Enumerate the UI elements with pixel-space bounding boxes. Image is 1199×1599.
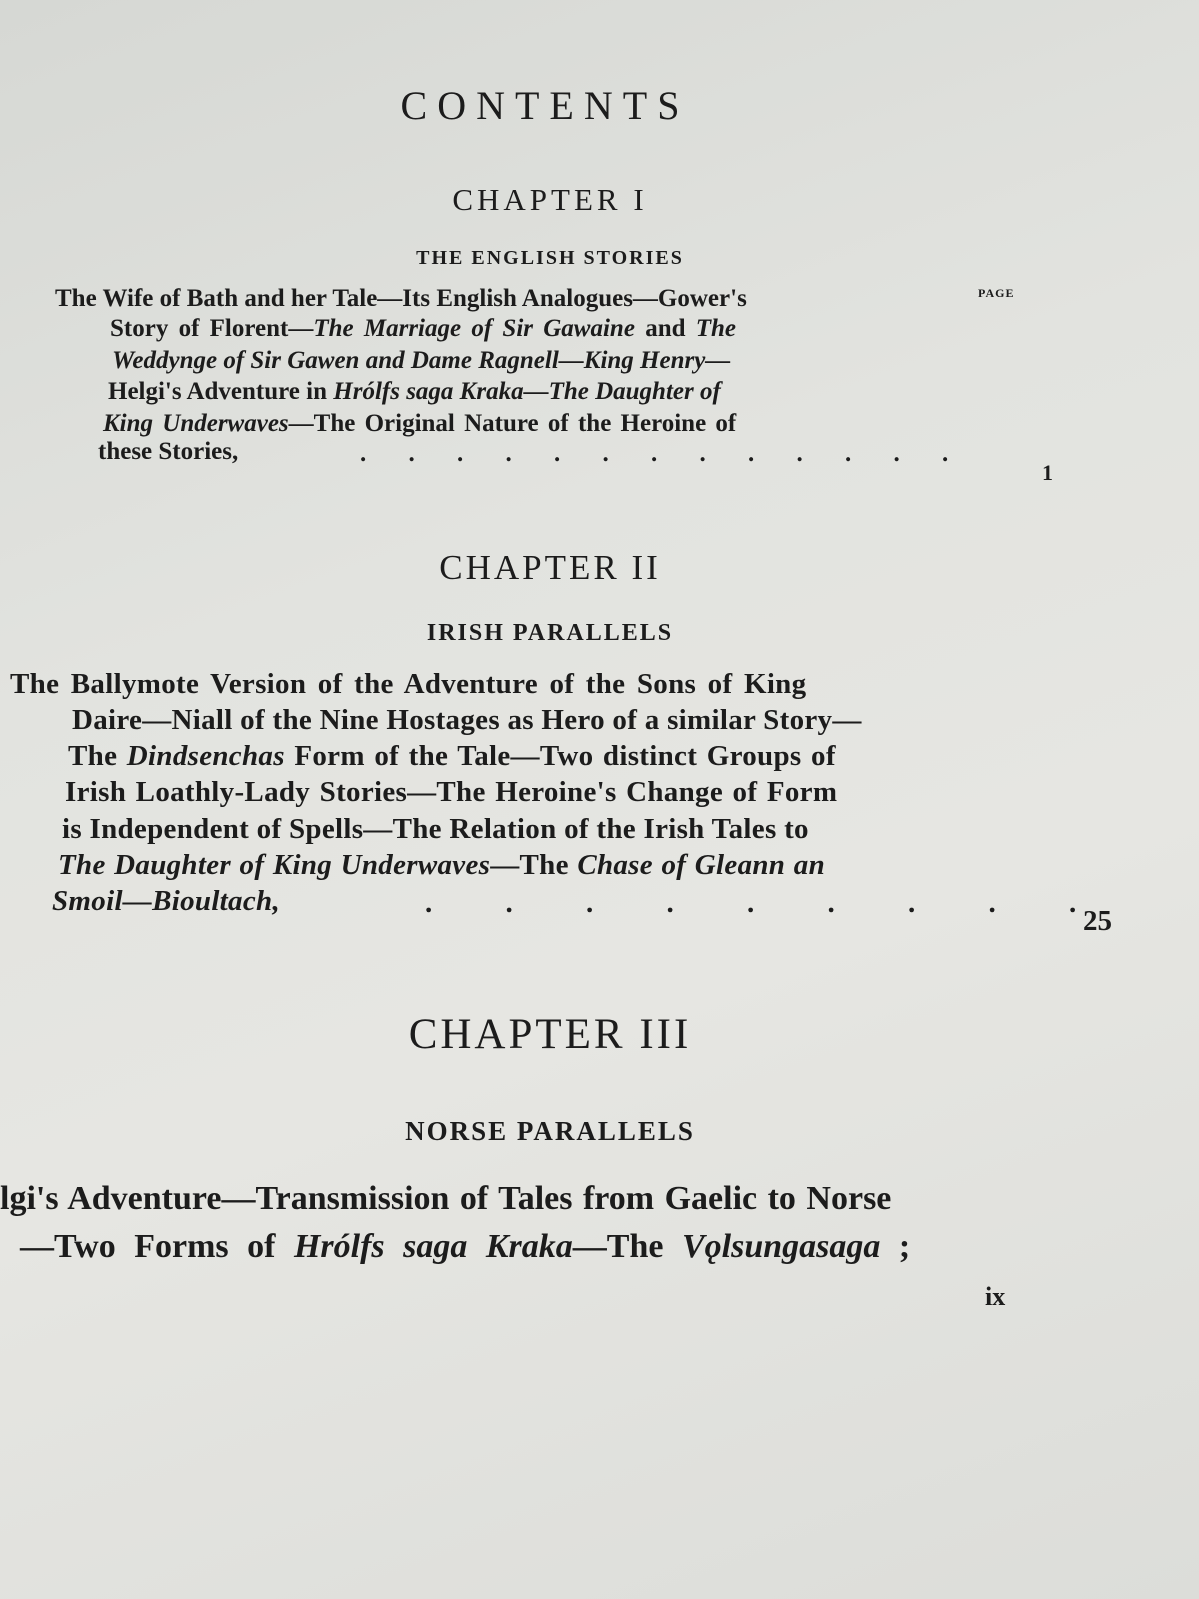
text-run: —The Original Nature of the Heroine of: [288, 410, 737, 437]
chapter-3-heading: CHAPTER III: [408, 1011, 692, 1058]
text-run: Irish Loathly-Lady Stories—The Heroine's Change of Form: [65, 776, 838, 808]
text-run: ;: [880, 1228, 911, 1265]
text-run: these Stories,: [98, 438, 239, 465]
chapter-1-line: [55, 285, 747, 313]
italic-title: Vǫlsungasaga: [681, 1228, 881, 1265]
page-column-label: PAGE: [978, 286, 1015, 300]
chapter-1-line: [110, 315, 736, 343]
chapter-2-line: [68, 740, 836, 773]
text-run: Helgi's Adventure in: [108, 378, 334, 405]
chapter-2-line: [72, 704, 862, 737]
chapter-2-heading: CHAPTER II: [439, 548, 661, 587]
chapter-2-subtitle: IRISH PARALLELS: [426, 620, 674, 646]
italic-title: Chase of Gleann an: [577, 849, 826, 881]
chapter-1-page-number: 1: [1042, 460, 1053, 485]
chapter-2-line: [10, 668, 806, 701]
chapter-1-subtitle: THE ENGLISH STORIES: [416, 247, 684, 269]
text-run: —The: [490, 849, 578, 881]
text-run: The Wife of Bath and her Tale—Its English Analogues—Gower's: [55, 285, 747, 312]
italic-title: Smoil—Bioultach,: [52, 885, 280, 917]
chapter-1-line: [112, 347, 730, 375]
chapter-1-line: [98, 438, 238, 466]
text-run: and: [634, 315, 696, 342]
italic-title: Hrólfs saga Kraka—The Daughter of: [333, 378, 721, 405]
italic-title: The Daughter of King Underwaves: [58, 849, 491, 881]
chapter-2-line: [62, 813, 809, 846]
text-run: is Independent of Spells—The Relation of the Irish Tales to: [62, 813, 809, 845]
contents-title: CONTENTS: [400, 83, 690, 128]
text-run: The Ballymote Version of the Adventure of the Sons of King: [10, 668, 807, 700]
chapter-2-page-number: 25: [1083, 905, 1112, 937]
text-run: Form of the Tale—Two distinct Groups of: [284, 740, 836, 772]
text-run: The: [68, 740, 127, 772]
italic-title: Dindsenchas: [126, 740, 285, 772]
page-folio: ix: [985, 1282, 1006, 1311]
chapter-1-line: [108, 378, 721, 406]
chapter-1-line: [103, 410, 736, 438]
text-run: —Two Forms of: [20, 1228, 294, 1265]
leader-dots: . . . . . . . . . . . . .: [360, 440, 949, 467]
chapter-3-line: [20, 1228, 910, 1266]
italic-title: King Underwaves: [103, 410, 289, 437]
italic-title: Hrólfs saga Kraka: [293, 1228, 573, 1265]
chapter-3-line: [0, 1180, 891, 1218]
leader-dots: . . . . . . . . .: [425, 887, 1077, 919]
text-run: lgi's Adventure—Transmission of Tales from Gaelic to Norse: [0, 1180, 892, 1217]
chapter-3-subtitle: NORSE PARALLELS: [405, 1116, 695, 1146]
text-run: Daire—Niall of the Nine Hostages as Hero of a similar Story—: [72, 704, 862, 736]
text-run: —The: [572, 1228, 682, 1265]
italic-title: Weddynge of Sir Gawen and Dame Ragnell—King Henry—: [112, 347, 731, 374]
chapter-2-line: [58, 849, 825, 882]
italic-title: The: [695, 315, 737, 342]
chapter-1-heading: CHAPTER I: [452, 182, 648, 217]
chapter-2-line: [65, 776, 837, 809]
text-run: Story of Florent—: [110, 315, 314, 342]
italic-title: The Marriage of Sir Gawaine: [313, 315, 635, 342]
chapter-2-line: [52, 885, 280, 918]
